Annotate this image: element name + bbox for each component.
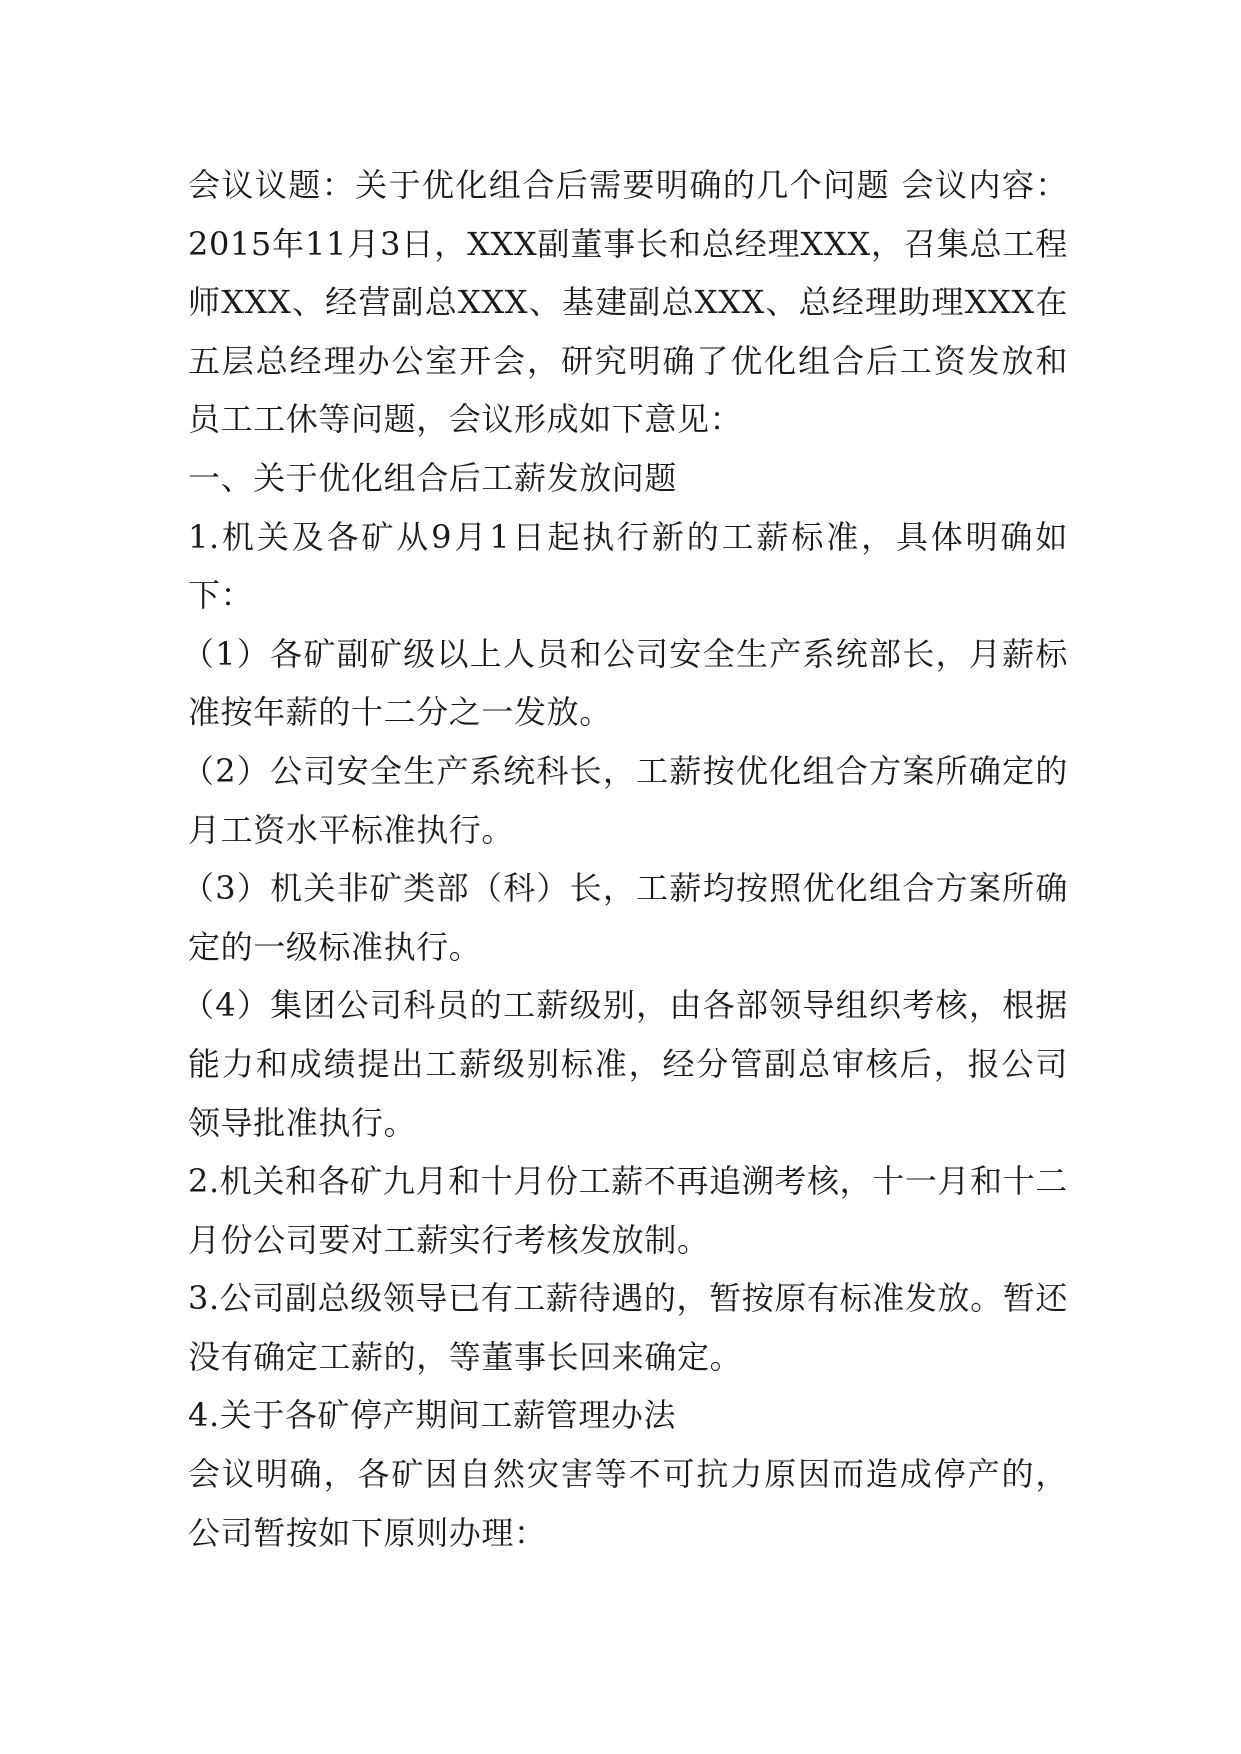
sub-item-4-paragraph: （4）集团公司科员的工薪级别，由各部领导组织考核，根据能力和成绩提出工薪级别标准，经分管副总审核后，报公司领导批准执行。: [182, 986, 1068, 1142]
item-3-paragraph: 3.公司副总级领导已有工薪待遇的，暂按原有标准发放。暂还没有确定工薪的，等董事长回来确定。: [188, 1279, 1068, 1376]
sub-item-1-paragraph: （1）各矿副矿级以上人员和公司安全生产系统部长，月薪标准按年薪的十二分之一发放。: [182, 634, 1068, 732]
meeting-intro-paragraph: 会议议题：关于优化组合后需要明确的几个问题 会议内容：2015年11月3日，XXX副董事长和总经理XXX，召集总工程师XXX、经营副总XXX、基建副总XXX、总经理助理XXX在五层总经理办公室开会，研究明确了优化组合后工资发放和员工工休等问题，会议形成如下意见：: [188, 166, 1068, 439]
item-1-paragraph: 1.机关及各矿从9月1日起执行新的工薪标准，具体明确如下：: [188, 517, 1068, 615]
document-body: [182, 156, 1068, 1562]
item-2-paragraph: 2.机关和各矿九月和十月份工薪不再追溯考核，十一月和十二月份公司要对工薪实行考核发放制。: [188, 1162, 1068, 1259]
meeting-decision-paragraph: 会议明确，各矿因自然灾害等不可抗力原因而造成停产的，公司暂按如下原则办理：: [188, 1455, 1068, 1552]
sub-item-2-paragraph: （2）公司安全生产系统科长，工薪按优化组合方案所确定的月工资水平标准执行。: [182, 751, 1068, 849]
item-4-heading: 4.关于各矿停产期间工薪管理办法: [188, 1396, 677, 1435]
section-heading-wage-issue: 一、关于优化组合后工薪发放问题: [188, 458, 678, 497]
sub-item-3-paragraph: （3）机关非矿类部（科）长，工薪均按照优化组合方案所确定的一级标准执行。: [182, 869, 1068, 966]
